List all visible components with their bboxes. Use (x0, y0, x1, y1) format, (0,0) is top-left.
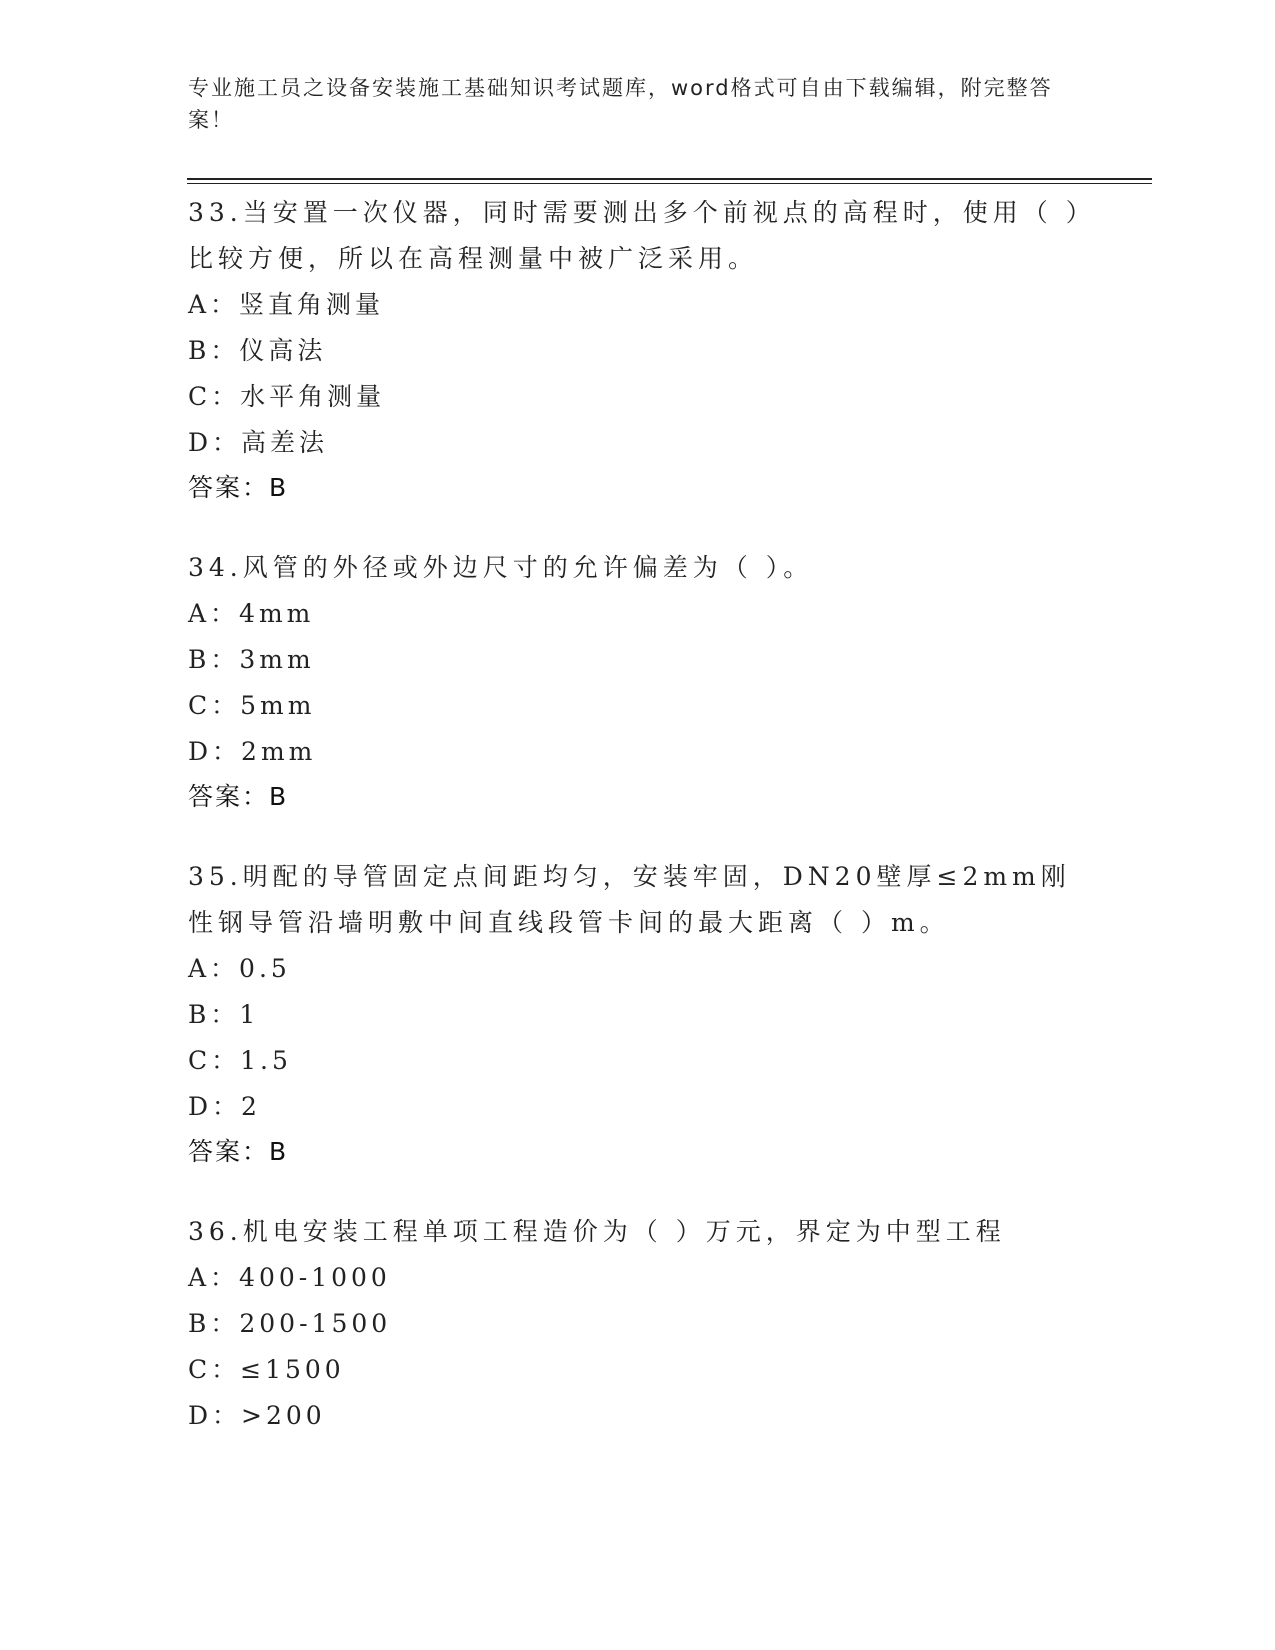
question-stem: 35.明配的导管固定点间距均匀，安装牢固，DN20壁厚≤2mm刚性钢导管沿墙明敷中间直线段管卡间的最大距离（ ）m。 (188, 862, 1071, 937)
option-a: A：400-1000 (188, 1263, 391, 1292)
option-b: B：仪高法 (188, 336, 327, 365)
option-d: D：2 (188, 1092, 261, 1121)
question-list (188, 190, 1088, 1474)
option-c: C：水平角测量 (188, 382, 386, 411)
option-c: C：1.5 (188, 1046, 292, 1075)
header-rule-thick (187, 178, 1152, 180)
option-a: A：0.5 (188, 954, 291, 983)
option-a: A：4mm (188, 599, 315, 628)
option-a: A：竖直角测量 (188, 290, 385, 319)
answer: 答案：B (188, 782, 289, 811)
question-stem: 33.当安置一次仪器，同时需要测出多个前视点的高程时，使用（ ）比较方便，所以在高程测量中被广泛采用。 (188, 198, 1084, 273)
option-b: B：200-1500 (188, 1309, 392, 1338)
option-c: C：≤1500 (188, 1355, 345, 1384)
question-36 (188, 1209, 1088, 1439)
option-c: C：5mm (188, 691, 316, 720)
answer: 答案：B (188, 473, 289, 502)
question-stem: 34.风管的外径或外边尺寸的允许偏差为（ ）。 (188, 553, 814, 582)
option-d: D：高差法 (188, 428, 329, 457)
option-b: B：1 (188, 1000, 260, 1029)
answer: 答案：B (188, 1137, 289, 1166)
header-rule-thin (187, 183, 1152, 184)
question-stem: 36.机电安装工程单项工程造价为（ ）万元，界定为中型工程 (188, 1217, 1006, 1246)
question-33 (188, 190, 1088, 510)
question-35 (188, 854, 1088, 1174)
option-d: D：2mm (188, 737, 317, 766)
document-header: 专业施工员之设备安装施工基础知识考试题库，word格式可自由下载编辑，附完整答案！ (188, 76, 1053, 132)
question-34 (188, 545, 1088, 819)
option-d: D：>200 (188, 1401, 326, 1430)
option-b: B：3mm (188, 645, 315, 674)
